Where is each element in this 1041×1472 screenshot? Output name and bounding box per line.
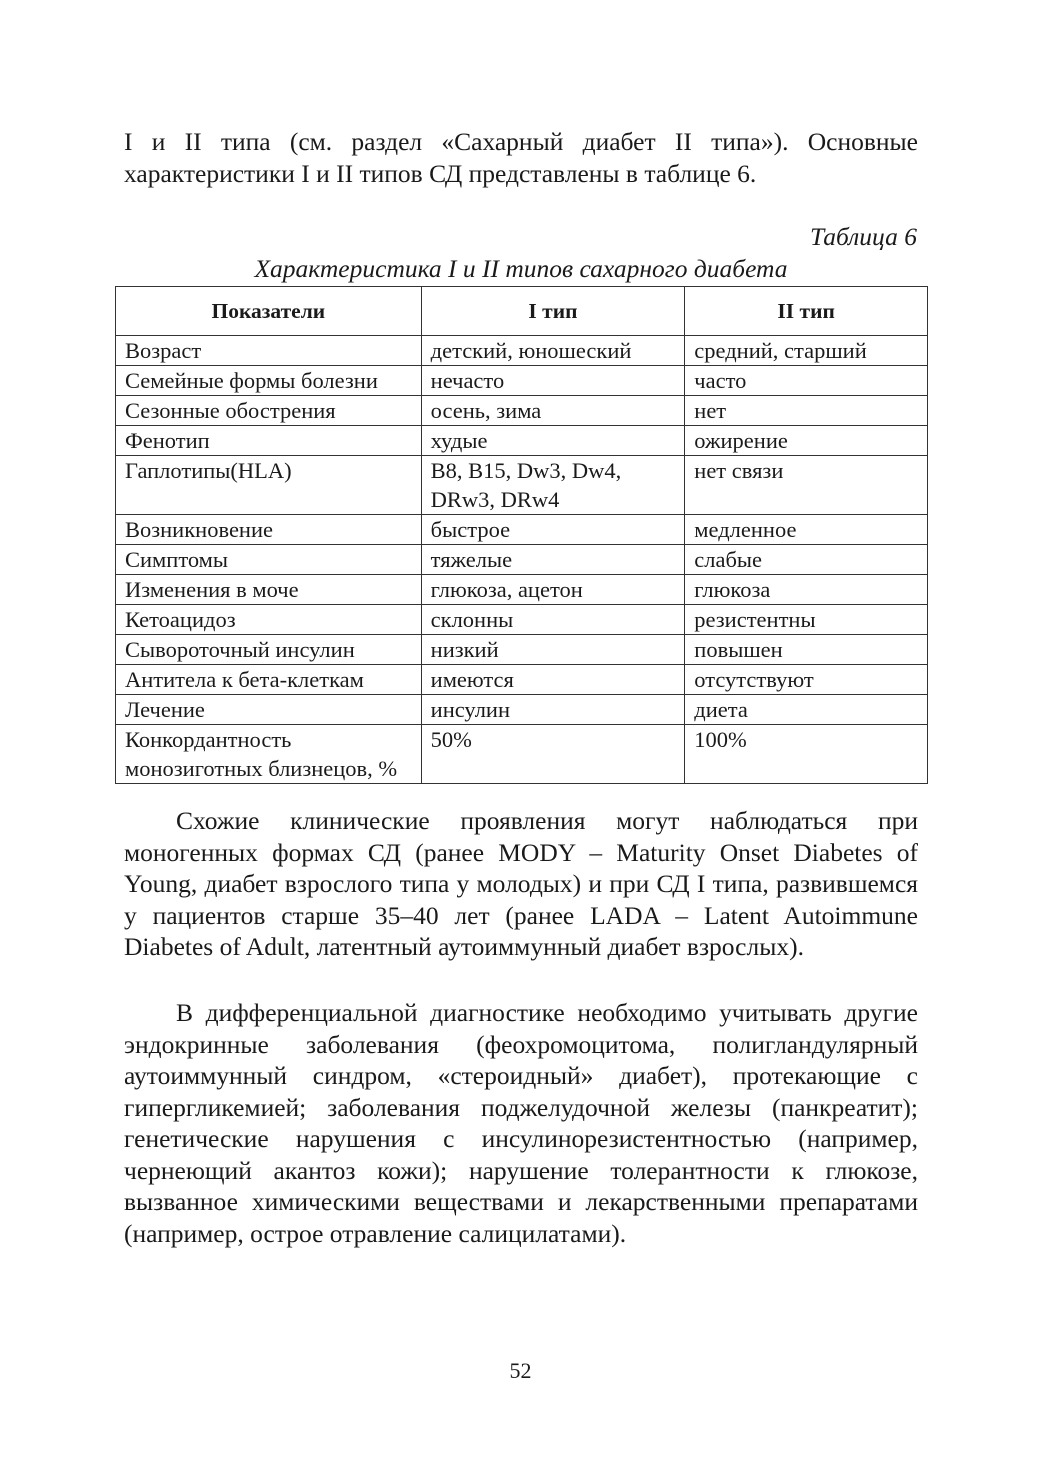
table-row bbox=[116, 426, 928, 456]
row-type1-cell: осень, зима bbox=[421, 396, 685, 426]
row-indicator-cell: Симптомы bbox=[116, 545, 422, 575]
paragraph-mody: Схожие клинические проявления могут наблюдаться при моногенных формах СД (ранее MODY – Maturity Onset Diabetes of Young, диабет взрослого типа у молодых) и при СД I типа, развившемся у пациентов старше 35–40 лет (ранее LADA – Latent Autoimmune Diabetes of Adult, латентный аутоиммунный диабет взрослых). bbox=[124, 806, 918, 961]
row-indicator-cell: Сывороточный инсулин bbox=[116, 635, 422, 665]
column-header-type2: II тип bbox=[685, 287, 928, 336]
row-type1-cell: низкий bbox=[421, 635, 685, 665]
row-type1-cell: нечасто bbox=[421, 366, 685, 396]
row-indicator-cell: Возникновение bbox=[116, 515, 422, 545]
table-row bbox=[116, 336, 928, 366]
row-type2-cell: медленное bbox=[685, 515, 928, 545]
row-type1-cell: детский, юношеский bbox=[421, 336, 685, 366]
row-type2-cell: слабые bbox=[685, 545, 928, 575]
table-row bbox=[116, 545, 928, 575]
table-header-row bbox=[116, 287, 928, 336]
row-indicator-cell: Изменения в моче bbox=[116, 575, 422, 605]
table-label: Таблица 6 bbox=[809, 222, 917, 251]
row-type1-cell: имеются bbox=[421, 665, 685, 695]
row-indicator-cell: Сезонные обострения bbox=[116, 396, 422, 426]
row-type2-cell: глюкоза bbox=[685, 575, 928, 605]
row-type2-cell: повышен bbox=[685, 635, 928, 665]
column-header-type1: I тип bbox=[421, 287, 685, 336]
column-header-indicator: Показатели bbox=[116, 287, 422, 336]
row-indicator-cell: Антитела к бета-клеткам bbox=[116, 665, 422, 695]
paragraph-differential-diagnosis: В дифференциальной диагностике необходимо учитывать другие эндокринные заболевания (феохромоцитома, полигландулярный аутоиммунный синдром, «стероидный» диабет), протекающие с гипергликемией; заболевания поджелудочной железы (панкреатит); генетические нарушения с инсулинорезистентностью (например, чернеющий акантоз кожи); нарушение толерантности к глюкозе, вызванное химическими веществами и лекарственными препаратами (например, острое отравление салицилатами). bbox=[124, 998, 918, 1248]
row-indicator-cell: Гаплотипы(HLA) bbox=[116, 456, 422, 515]
row-indicator-cell: Семейные формы болезни bbox=[116, 366, 422, 396]
row-indicator-cell: Фенотип bbox=[116, 426, 422, 456]
row-type1-cell: худые bbox=[421, 426, 685, 456]
row-type2-cell: 100% bbox=[685, 725, 928, 784]
table-row bbox=[116, 456, 928, 515]
diabetes-types-table bbox=[115, 286, 928, 784]
row-type2-cell: диета bbox=[685, 695, 928, 725]
row-type2-cell: нет bbox=[685, 396, 928, 426]
row-indicator-cell: Конкордантность монозиготных близнецов, % bbox=[116, 725, 422, 784]
row-type1-cell: тяжелые bbox=[421, 545, 685, 575]
row-type1-cell: склонны bbox=[421, 605, 685, 635]
row-indicator-cell: Лечение bbox=[116, 695, 422, 725]
row-type2-cell: часто bbox=[685, 366, 928, 396]
table-row bbox=[116, 695, 928, 725]
table-row bbox=[116, 396, 928, 426]
row-indicator-cell: Кетоацидоз bbox=[116, 605, 422, 635]
row-type2-cell: отсутствуют bbox=[685, 665, 928, 695]
row-type1-cell: B8, B15, Dw3, Dw4, DRw3, DRw4 bbox=[421, 456, 685, 515]
table-title: Характеристика I и II типов сахарного диабета bbox=[254, 254, 788, 283]
row-type2-cell: нет связи bbox=[685, 456, 928, 515]
row-type2-cell: ожирение bbox=[685, 426, 928, 456]
table-row bbox=[116, 366, 928, 396]
row-type2-cell: средний, старший bbox=[685, 336, 928, 366]
table-row bbox=[116, 635, 928, 665]
table-row bbox=[116, 575, 928, 605]
row-type1-cell: 50% bbox=[421, 725, 685, 784]
row-indicator-cell: Возраст bbox=[116, 336, 422, 366]
table-row bbox=[116, 665, 928, 695]
row-type1-cell: глюкоза, ацетон bbox=[421, 575, 685, 605]
table-row bbox=[116, 515, 928, 545]
table-row bbox=[116, 725, 928, 784]
table-row bbox=[116, 605, 928, 635]
row-type1-cell: инсулин bbox=[421, 695, 685, 725]
page-number: 52 bbox=[509, 1358, 532, 1383]
row-type2-cell: резистентны bbox=[685, 605, 928, 635]
row-type1-cell: быстрое bbox=[421, 515, 685, 545]
intro-paragraph: I и II типа (см. раздел «Сахарный диабет II типа»). Основные характеристики I и II типов СД представлены в таблице 6. bbox=[124, 127, 918, 188]
